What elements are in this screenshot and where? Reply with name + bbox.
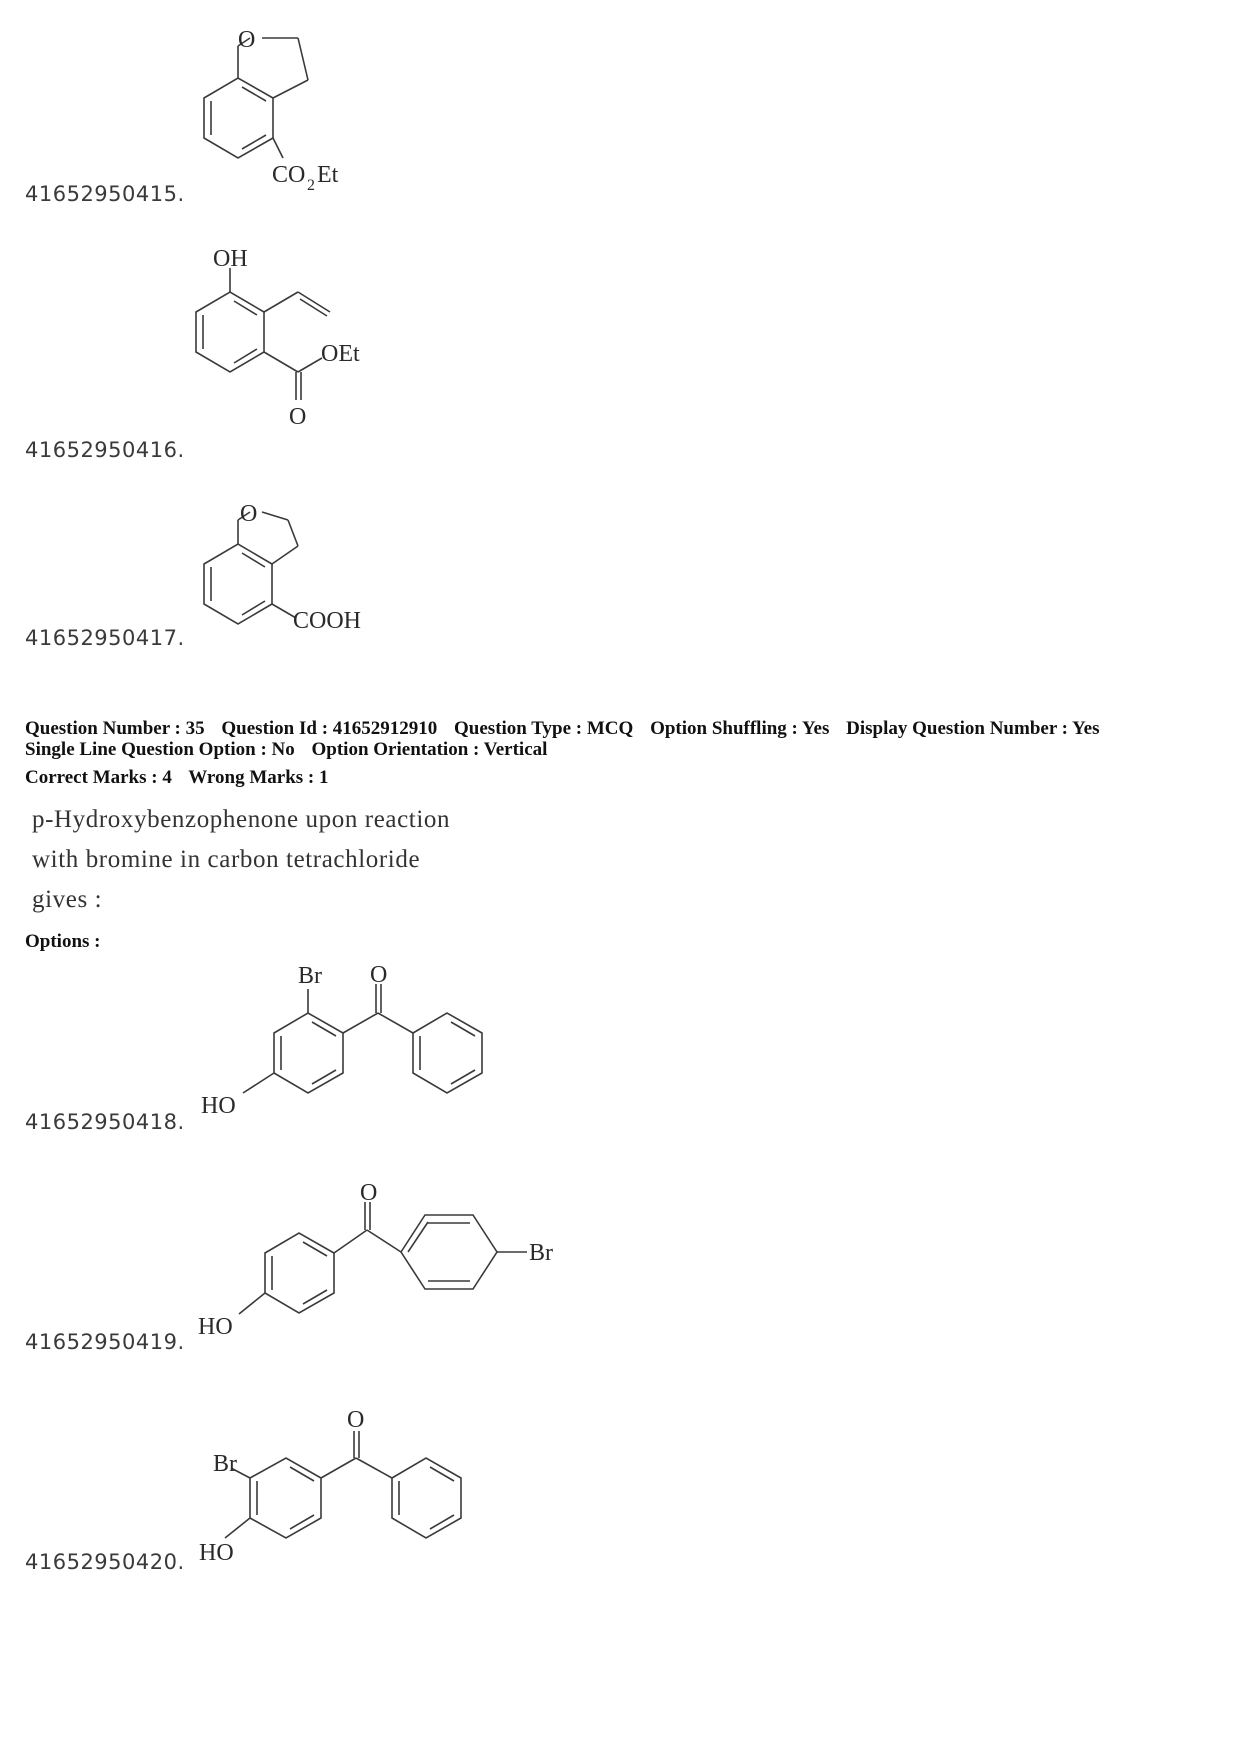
label-subscript-2: 2: [307, 177, 315, 194]
label-co: CO: [272, 162, 306, 188]
marks-line: [25, 767, 340, 788]
label-ho: HO: [201, 1093, 236, 1119]
label-br: Br: [213, 1451, 237, 1477]
correct-marks: Correct Marks : 4: [25, 767, 172, 788]
label-br: Br: [529, 1240, 553, 1266]
option-id-41652950420[interactable]: 41652950420.: [25, 1550, 185, 1574]
question-text-line-3: gives :: [32, 886, 103, 913]
label-o: O: [360, 1180, 378, 1206]
question-number: Question Number : 35: [25, 718, 205, 739]
question-header-line1: [25, 718, 1111, 739]
wrong-marks: Wrong Marks : 1: [188, 767, 329, 788]
label-o: O: [238, 27, 256, 53]
label-o: O: [289, 404, 307, 430]
structure-dihydrobenzofuran-ester: [190, 20, 410, 210]
option-id-41652950419[interactable]: 41652950419.: [25, 1330, 185, 1354]
single-line-question-option: Single Line Question Option : No: [25, 739, 295, 760]
question-id: Question Id : 41652912910: [221, 718, 438, 739]
label-o: O: [370, 962, 388, 988]
label-o: O: [240, 501, 258, 527]
structure-dihydrobenzofuran-acid: [190, 490, 430, 655]
display-question-number: Display Question Number : Yes: [846, 718, 1100, 739]
label-o: O: [347, 1407, 365, 1433]
label-ho: HO: [199, 1540, 234, 1566]
label-ho: HO: [198, 1314, 233, 1340]
question-text-line-1: p-Hydroxybenzophenone upon reaction: [32, 806, 451, 833]
option-orientation: Option Orientation : Vertical: [311, 739, 548, 760]
option-id-41652950417[interactable]: 41652950417.: [25, 626, 185, 650]
label-oh: OH: [213, 246, 248, 272]
option-id-41652950418[interactable]: 41652950418.: [25, 1110, 185, 1134]
label-oet: OEt: [321, 341, 360, 367]
option-id-41652950416[interactable]: 41652950416.: [25, 438, 185, 462]
option-shuffling: Option Shuffling : Yes: [650, 718, 830, 739]
options-label: Options :: [25, 931, 101, 952]
label-br: Br: [298, 963, 322, 989]
structure-option-4-bromo-4-hydroxybenzophenone: [195, 1178, 615, 1358]
question-text: [32, 800, 450, 920]
structure-option-2-bromo-4-hydroxybenzophenone: [195, 958, 535, 1138]
question-header-line2: [25, 739, 559, 760]
structure-option-3-bromo-4-hydroxybenzophenone: [195, 1398, 555, 1578]
structure-vinyl-hydroxybenzoate: [190, 240, 420, 455]
label-cooh: COOH: [293, 608, 362, 634]
question-type: Question Type : MCQ: [454, 718, 634, 739]
label-et: Et: [317, 162, 339, 188]
question-text-line-2: with bromine in carbon tetrachloride: [32, 846, 421, 873]
option-id-41652950415[interactable]: 41652950415.: [25, 182, 185, 206]
